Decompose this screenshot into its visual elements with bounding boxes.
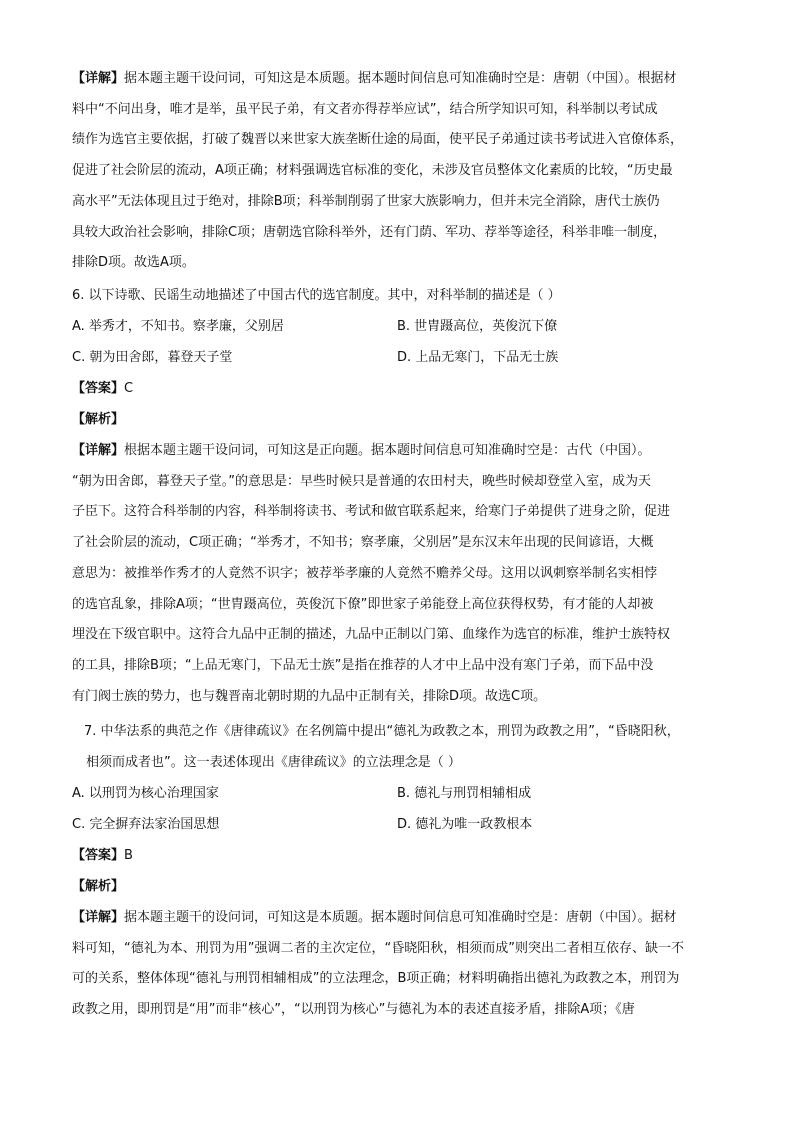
q6-option-c: C. 朝为田舍郎，暮登天子堂 [72,349,233,365]
q7-option-c: C. 完全摒弃法家治国思想 [72,816,220,832]
q6-option-d: D. 上品无寒门，下品无士族 [397,349,559,365]
q6-answer-label: 【答案】 [72,381,125,396]
q6-options [72,312,722,373]
q6-detail-label: 【详解】 [72,443,125,458]
q5-detail-line: 具较大政治社会影响，排除C项；唐朝选官除科举外，还有门荫、军功、荐举等途径，科举非唯一制度， [72,224,667,240]
q6-answer-value: C [124,381,134,396]
q6-option-b: B. 世胄蹑高位，英俊沉下僚 [397,319,558,334]
q6-detail-line: 有门阀士族的势力，也与魏晋南北朝时期的九品中正制有关，排除D项。故选C项。 [72,688,547,704]
q7-detail-line: 据本题主题干的设问词，可知这是本质题。据本题时间信息可知准确时空是：唐朝（中国）。据材 [124,910,677,925]
q6-option-row [72,343,722,374]
q7-stem-line: 7. 中华法系的典范之作《唐律疏议》在名例篇中提出“德礼为政教之本，刑罚为政教之用”，“昏晓阳秋， [84,724,680,739]
q6-analysis-label: 【解析】 [72,411,125,427]
q7-option-b: B. 德礼与刑罚相辅相成 [397,786,532,801]
q7-detail-line: 可的关系，整体体现“德礼与刑罚相辅相成”的立法理念，B项正确；材料明确指出德礼为政教之本，刑罚为 [72,971,680,987]
q5-detail-label: 【详解】 [72,71,125,86]
q7-answer [72,841,722,902]
q6-stem [72,281,722,312]
q6-detail-line: 埋没在下级官职中。这符合九品中正制的描述，九品中正制以门第、血缘作为选官的标准，维护士族特权 [72,627,671,643]
q7-option-row [72,810,722,841]
q5-detail-line: 料中“不问出身，唯才是举，虽平民子弟，有文者亦得荐举应试”，结合所学知识可知，科举制以考试成 [72,101,658,117]
q5-detail-line: 高水平”无法体现且过于绝对，排除B项；科举制削弱了世家大族影响力，但并未完全消除，唐代士族仍 [72,193,660,209]
q6-detail-line: 子臣下。这符合科举制的内容，科举制将读书、考试和做官联系起来，给寒门子弟提供了进身之阶，促进 [72,504,671,520]
q5-detail-line: 排除D项。故选A项。 [72,255,195,271]
q7-answer-value: B [124,848,133,863]
q7-detail [72,903,722,1026]
q7-stem [84,717,724,778]
q7-option-a: A. 以刑罚为核心治理国家 [72,786,219,801]
q6-option-row [72,312,722,343]
q5-detail-line: 据本题主题干设问词，可知这是本质题。据本题时间信息可知准确时空是：唐朝（中国）。根据材 [124,71,677,86]
q7-option-row [72,779,722,810]
q6-detail-line: 根据本题主题干设问词，可知这是正向题。据本题时间信息可知准确时空是：古代（中国）。 [124,443,651,458]
q5-detail-line: 促进了社会阶层的流动，A项正确；材料强调选官标准的变化，未涉及官员整体文化素质的比较，“历史最 [72,163,673,179]
q6-detail-line: “朝为田舍郎，暮登天子堂。”的意思是：早些时候只是普通的农田村夫，晚些时候却登堂入室，成为天 [72,473,651,489]
q6-answer [72,374,722,435]
q6-option-a: A. 举秀才，不知书。察孝廉，父别居 [72,319,284,334]
q7-analysis-label: 【解析】 [72,878,125,894]
q7-detail-label: 【详解】 [72,910,125,925]
q7-stem-line: 相须而成者也”。这一表述体现出《唐律疏议》的立法理念是（ ） [86,754,461,770]
q6-detail-line: 意思为：被推举作秀才的人竟然不识字；被荐举孝廉的人竟然不赡养父母。这用以讽刺察举制名实相悖 [72,565,658,581]
q6-detail [72,436,722,712]
q7-detail-line: 政教之用，即刑罚是“用”而非“核心”，“以刑罚为核心”与德礼为本的表述直接矛盾，排除A项；《唐 [72,1002,635,1018]
q6-stem-text: 6. 以下诗歌、民谣生动地描述了中国古代的选官制度。其中，对科举制的描述是（ ） [72,288,561,303]
q6-detail-line: 的选官乱象，排除A项；“世胄蹑高位，英俊沉下僚”即世家子弟能登上高位获得权势，有才能的人却被 [72,596,654,612]
q7-option-d: D. 德礼为唯一政教根本 [397,816,533,832]
q7-options [72,779,722,840]
q5-detail-line: 绩作为选官主要依据，打破了魏晋以来世家大族垄断仕途的局面，使平民子弟通过读书考试进入官僚体系， [72,132,684,148]
q6-detail-line: 的工具，排除B项；“上品无寒门，下品无士族”是指在推荐的人才中上品中没有寒门子弟，而下品中没 [72,657,654,673]
q7-answer-label: 【答案】 [72,848,125,863]
q5-detail [72,64,722,279]
q7-detail-line: 料可知，“德礼为本、刑罚为用”强调二者的主次定位，“昏晓阳秋，相须而成”则突出二者相互依存、缺一不 [72,940,684,956]
q6-detail-line: 了社会阶层的流动，C项正确；“举秀才，不知书；察孝廉，父别居”是东汉末年出现的民间谚语，大概 [72,535,654,551]
